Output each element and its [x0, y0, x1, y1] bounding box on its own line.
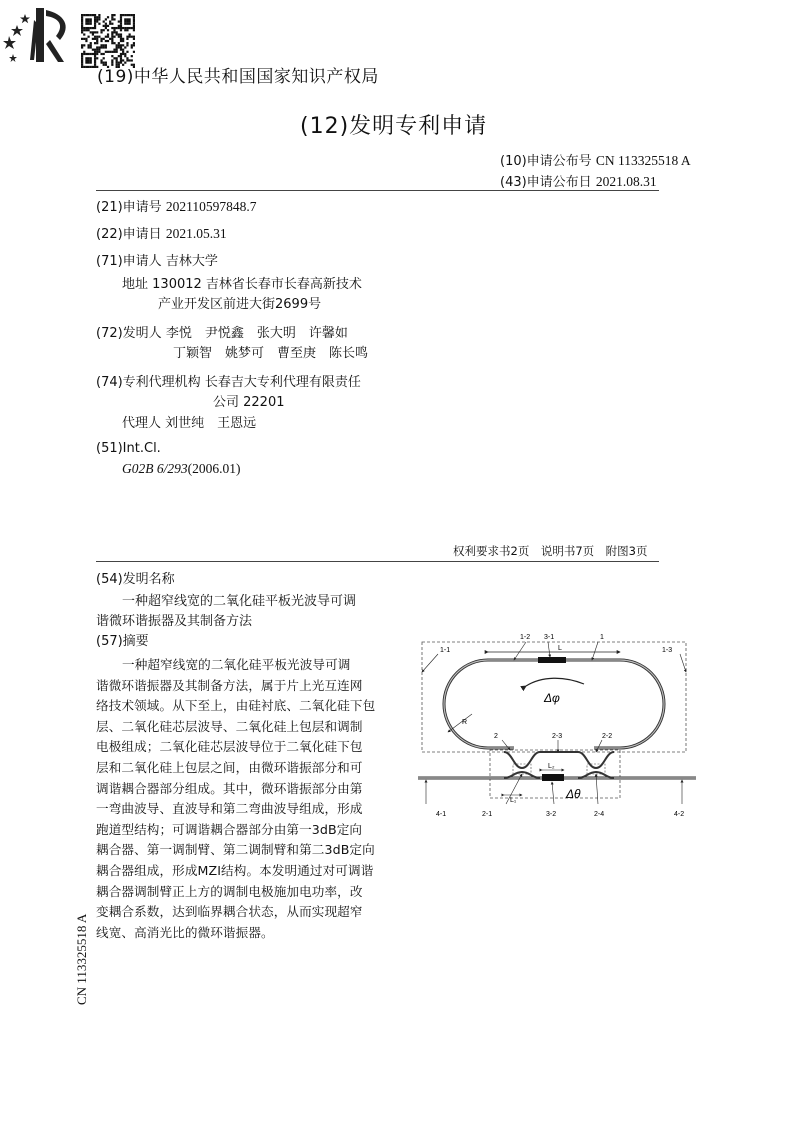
inventors-label: (72)发明人 [96, 326, 162, 341]
applicant-row [96, 250, 218, 269]
abstract-line: 调谐耦合器部分组成。其中，微环谐振部分由第 [96, 780, 363, 796]
application-number-label: (21)申请号 [96, 200, 162, 215]
publication-date-label: (43)申请公布日 [500, 175, 592, 190]
filing-date-row [96, 223, 227, 242]
filing-date: 2021.05.31 [165, 226, 227, 241]
abstract-line: 层和二氧化硅上包层之间，由微环谐振部分和可 [96, 760, 363, 775]
agent-row [122, 412, 256, 431]
inventors-row [96, 322, 348, 341]
abstract-line: 电极组成；二氧化硅芯层波导位于二氧化硅下包 [96, 739, 363, 755]
address-label: 地址 [122, 277, 149, 292]
filing-date-label: (22)申请日 [96, 227, 162, 242]
label-R: R [462, 719, 468, 726]
publication-number: CN 113325518 A [595, 153, 691, 168]
publication-date-row [500, 171, 657, 190]
header-divider [96, 190, 659, 191]
label-L2: L₂ [548, 763, 555, 770]
publication-date: 2021.08.31 [595, 174, 657, 189]
label-1: 1 [600, 634, 604, 641]
abstract-line: 一弯曲波导、直波导和第二弯曲波导组成，形成 [96, 801, 363, 817]
abstract-line: 层、二氧化硅芯层波导、二氧化硅上包层和调制 [96, 718, 363, 734]
label-1-2: 1-2 [520, 634, 531, 641]
agency-label: (74)专利代理机构 [96, 375, 201, 390]
abstract-line: 变耦合系数，达到临界耦合状态，从而实现超窄 [96, 904, 363, 920]
label-3-1: 3-1 [544, 634, 555, 641]
address-line-2: 产业开发区前进大街2699号 [158, 297, 322, 312]
agency-line-1: 长春吉大专利代理有限责任 [204, 375, 361, 390]
label-2: 2 [494, 733, 498, 740]
agency-row [96, 371, 361, 390]
agent-label: 代理人 [122, 416, 162, 431]
ipc-class: G02B 6/293 [122, 461, 188, 476]
label-1-3: 1-3 [662, 647, 673, 654]
label-delta-theta: Δθ [566, 787, 581, 801]
ipc-version: (2006.01) [187, 461, 241, 476]
abstract-line: 耦合器调制臂正上方的调制电极施加电功率，改 [96, 883, 363, 899]
side-publication-number: CN 113325518 A [74, 913, 89, 1005]
address-row [122, 273, 362, 292]
agent: 刘世纯 王恩远 [165, 416, 257, 431]
label-2-2: 2-2 [602, 733, 613, 740]
address-line-1: 130012 吉林省长春市长春高新技术 [152, 277, 362, 292]
application-number-row [96, 196, 256, 215]
ipc-row [122, 461, 241, 477]
top-electrode [538, 657, 566, 663]
applicant-label: (71)申请人 [96, 254, 162, 269]
abstract-line: 谐微环谐振器及其制备方法，属于片上光互连网 [96, 677, 363, 693]
label-delta-phi: Δφ [544, 691, 560, 705]
abstract-line: 络技术领域。从下至上，由硅衬底、二氧化硅下包 [96, 698, 376, 714]
label-4-2: 4-2 [674, 811, 685, 818]
abstract-label: (57)摘要 [96, 634, 149, 649]
page-counts: 权利要求书2页 说明书7页 附图3页 [453, 544, 648, 558]
qr-code-icon [81, 14, 135, 68]
label-1-1: 1-1 [440, 647, 451, 654]
title-label: (54)发明名称 [96, 572, 175, 587]
label-4-1: 4-1 [436, 811, 447, 818]
document-type: (12)发明专利申请 [300, 114, 488, 139]
abstract-line: 耦合器、第一调制臂、第二调制臂和第二3dB定向 [96, 842, 375, 858]
title-line-2: 谐微环谐振器及其制备方法 [96, 614, 253, 629]
label-2-4: 2-4 [594, 811, 605, 818]
publication-number-row [500, 150, 691, 169]
abstract-line: 线宽、高消光比的微环谐振器。 [96, 924, 274, 940]
application-number: 202110597848.7 [165, 199, 257, 214]
applicant: 吉林大学 [165, 254, 218, 269]
cnipa-emblem-icon [0, 0, 76, 68]
inventors-line-2: 丁颖智 姚梦可 曹至庚 陈长鸣 [173, 346, 369, 361]
label-3-2: 3-2 [546, 811, 557, 818]
abstract-line: 耦合器组成，形成MZI结构。本发明通过对可调谐 [96, 863, 374, 878]
abstract-line: 跑道型结构；可调谐耦合器部分由第一3dB定向 [96, 821, 363, 837]
microring-resonator-diagram [418, 628, 696, 824]
publication-number-label: (10)申请公布号 [500, 154, 592, 169]
label-L: L [558, 645, 562, 652]
label-2-3: 2-3 [552, 733, 563, 740]
ipc-label: (51)Int.Cl. [96, 441, 161, 456]
agency-line-2: 公司 22201 [213, 395, 285, 410]
inventors-line-1: 李悦 尹悦鑫 张大明 许馨如 [165, 326, 348, 341]
label-L1: L₁ [510, 797, 517, 804]
office-name: (19)中华人民共和国国家知识产权局 [97, 67, 379, 87]
abstract-line: 一种超窄线宽的二氧化硅平板光波导可调 [122, 657, 351, 672]
modulation-electrode [542, 774, 564, 781]
section-divider [96, 561, 659, 562]
label-2-1: 2-1 [482, 811, 493, 818]
title-line-1: 一种超窄线宽的二氧化硅平板光波导可调 [122, 594, 357, 609]
